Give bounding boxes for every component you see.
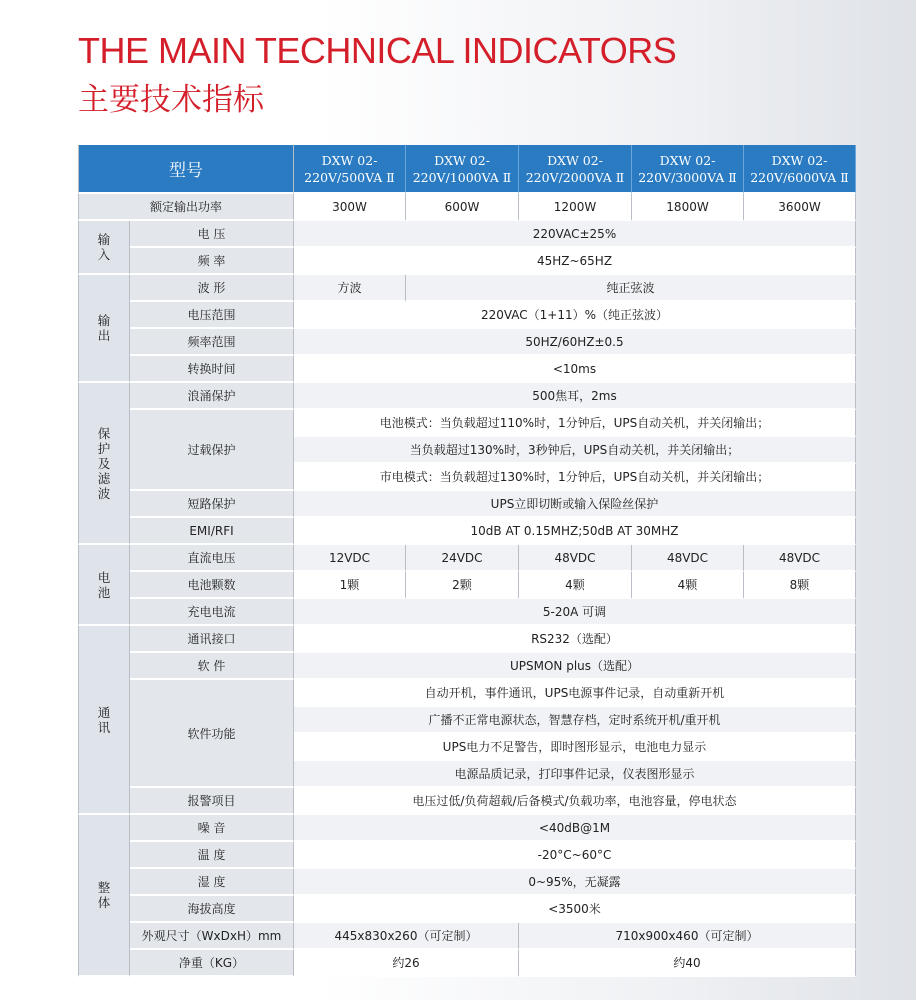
value-cell: 48VDC xyxy=(744,545,856,572)
table-row xyxy=(78,896,856,923)
table-row xyxy=(78,869,856,896)
table-row xyxy=(78,626,856,653)
table-row xyxy=(78,680,856,707)
row-label: 过载保护 xyxy=(130,410,294,491)
value-cell: 0~95%，无凝露 xyxy=(294,869,856,896)
value-cell: RS232（选配） xyxy=(294,626,856,653)
model-header-label: 型号 xyxy=(78,145,294,194)
value-cell: 市电模式：当负载超过130%时，1分钟后，UPS自动关机，并关闭输出； xyxy=(294,464,856,491)
value-cell: 电池模式：当负载超过110%时，1分钟后，UPS自动关机，并关闭输出； xyxy=(294,410,856,437)
value-cell: 48VDC xyxy=(519,545,632,572)
table-row xyxy=(78,950,856,977)
table-header-row xyxy=(78,145,856,194)
row-label: 净重（KG） xyxy=(130,950,294,977)
table-row xyxy=(78,329,856,356)
value-cell: 4颗 xyxy=(632,572,744,599)
row-label: 外观尺寸（WxDxH）mm xyxy=(130,923,294,950)
model-header-cell: DXW 02- 220V/500VA Ⅱ xyxy=(294,145,406,194)
model-header-cell: DXW 02- 220V/3000VA Ⅱ xyxy=(632,145,744,194)
table-row xyxy=(78,383,856,410)
group-label-overall: 整体 xyxy=(78,815,130,977)
table-row xyxy=(78,842,856,869)
row-label: 报警项目 xyxy=(130,788,294,815)
table-row xyxy=(78,518,856,545)
value-cell: 1200W xyxy=(519,194,632,221)
value-cell: 3600W xyxy=(744,194,856,221)
value-cell: 12VDC xyxy=(294,545,406,572)
row-label: 电压范围 xyxy=(130,302,294,329)
table-row xyxy=(78,653,856,680)
value-cell: <3500米 xyxy=(294,896,856,923)
value-cell: 220VAC（1+11）%（纯正弦波） xyxy=(294,302,856,329)
value-cell: 当负载超过130%时，3秒钟后，UPS自动关机，并关闭输出； xyxy=(294,437,856,464)
value-cell: 1颗 xyxy=(294,572,406,599)
value-cell: 1800W xyxy=(632,194,744,221)
value-cell: UPS电力不足警告，即时图形显示，电池电力显示 xyxy=(294,734,856,761)
value-cell: 48VDC xyxy=(632,545,744,572)
row-label: 浪涌保护 xyxy=(130,383,294,410)
value-cell: 电源品质记录，打印事件记录，仪表图形显示 xyxy=(294,761,856,788)
group-label-input: 输入 xyxy=(78,221,130,275)
value-cell: 500焦耳，2ms xyxy=(294,383,856,410)
value-cell: 445x830x260（可定制） xyxy=(294,923,519,950)
row-label: 海拔高度 xyxy=(130,896,294,923)
value-cell: 2颗 xyxy=(406,572,519,599)
value-cell: <40dB@1M xyxy=(294,815,856,842)
spec-table xyxy=(78,145,856,977)
value-cell: 方波 xyxy=(294,275,406,302)
row-label: 充电电流 xyxy=(130,599,294,626)
value-cell: UPS立即切断或输入保险丝保护 xyxy=(294,491,856,518)
model-header-cell: DXW 02- 220V/1000VA Ⅱ xyxy=(406,145,519,194)
row-label: 湿 度 xyxy=(130,869,294,896)
table-row xyxy=(78,491,856,518)
page-title-en: THE MAIN TECHNICAL INDICATORS xyxy=(78,30,677,71)
table-row xyxy=(78,356,856,383)
table-row xyxy=(78,923,856,950)
row-label: 电 压 xyxy=(130,221,294,248)
table-row xyxy=(78,788,856,815)
value-cell: 24VDC xyxy=(406,545,519,572)
value-cell: UPSMON plus（选配） xyxy=(294,653,856,680)
row-label: 电池颗数 xyxy=(130,572,294,599)
value-cell: 300W xyxy=(294,194,406,221)
value-cell: 4颗 xyxy=(519,572,632,599)
value-cell: 广播不正常电源状态，智慧存档，定时系统开机/重开机 xyxy=(294,707,856,734)
table-row xyxy=(78,221,856,248)
group-label-protection: 保护及滤波 xyxy=(78,383,130,545)
row-label: 频 率 xyxy=(130,248,294,275)
model-header-cell: DXW 02- 220V/6000VA Ⅱ xyxy=(744,145,856,194)
value-cell: 220VAC±25% xyxy=(294,221,856,248)
value-cell: 600W xyxy=(406,194,519,221)
row-label: 温 度 xyxy=(130,842,294,869)
table-row xyxy=(78,545,856,572)
row-label: 频率范围 xyxy=(130,329,294,356)
value-cell: 50HZ/60HZ±0.5 xyxy=(294,329,856,356)
row-label: 额定输出功率 xyxy=(78,194,294,221)
row-label: 直流电压 xyxy=(130,545,294,572)
table-row xyxy=(78,815,856,842)
value-cell: 自动开机，事件通讯，UPS电源事件记录，自动重新开机 xyxy=(294,680,856,707)
group-label-comm: 通讯 xyxy=(78,626,130,815)
value-cell: 纯正弦波 xyxy=(406,275,856,302)
row-label: 软 件 xyxy=(130,653,294,680)
table-row xyxy=(78,302,856,329)
value-cell: 电压过低/负荷超载/后备模式/负载功率，电池容量，停电状态 xyxy=(294,788,856,815)
value-cell: 8颗 xyxy=(744,572,856,599)
page-title-cn: 主要技术指标 xyxy=(78,82,264,118)
row-label: 短路保护 xyxy=(130,491,294,518)
table-row xyxy=(78,275,856,302)
row-label: 通讯接口 xyxy=(130,626,294,653)
table-row xyxy=(78,194,856,221)
row-label: 软件功能 xyxy=(130,680,294,788)
value-cell: 约40 xyxy=(519,950,856,977)
row-label: 转换时间 xyxy=(130,356,294,383)
group-label-battery: 电池 xyxy=(78,545,130,626)
table-row xyxy=(78,599,856,626)
value-cell: 约26 xyxy=(294,950,519,977)
table-row xyxy=(78,410,856,437)
value-cell: 10dB AT 0.15MHZ;50dB AT 30MHZ xyxy=(294,518,856,545)
table-row xyxy=(78,248,856,275)
table-row xyxy=(78,572,856,599)
value-cell: -20°C~60°C xyxy=(294,842,856,869)
model-header-cell: DXW 02- 220V/2000VA Ⅱ xyxy=(519,145,632,194)
group-label-output: 输出 xyxy=(78,275,130,383)
value-cell: <10ms xyxy=(294,356,856,383)
row-label: 噪 音 xyxy=(130,815,294,842)
value-cell: 5-20A 可调 xyxy=(294,599,856,626)
value-cell: 710x900x460（可定制） xyxy=(519,923,856,950)
row-label: EMI/RFI xyxy=(130,518,294,545)
row-label: 波 形 xyxy=(130,275,294,302)
value-cell: 45HZ~65HZ xyxy=(294,248,856,275)
